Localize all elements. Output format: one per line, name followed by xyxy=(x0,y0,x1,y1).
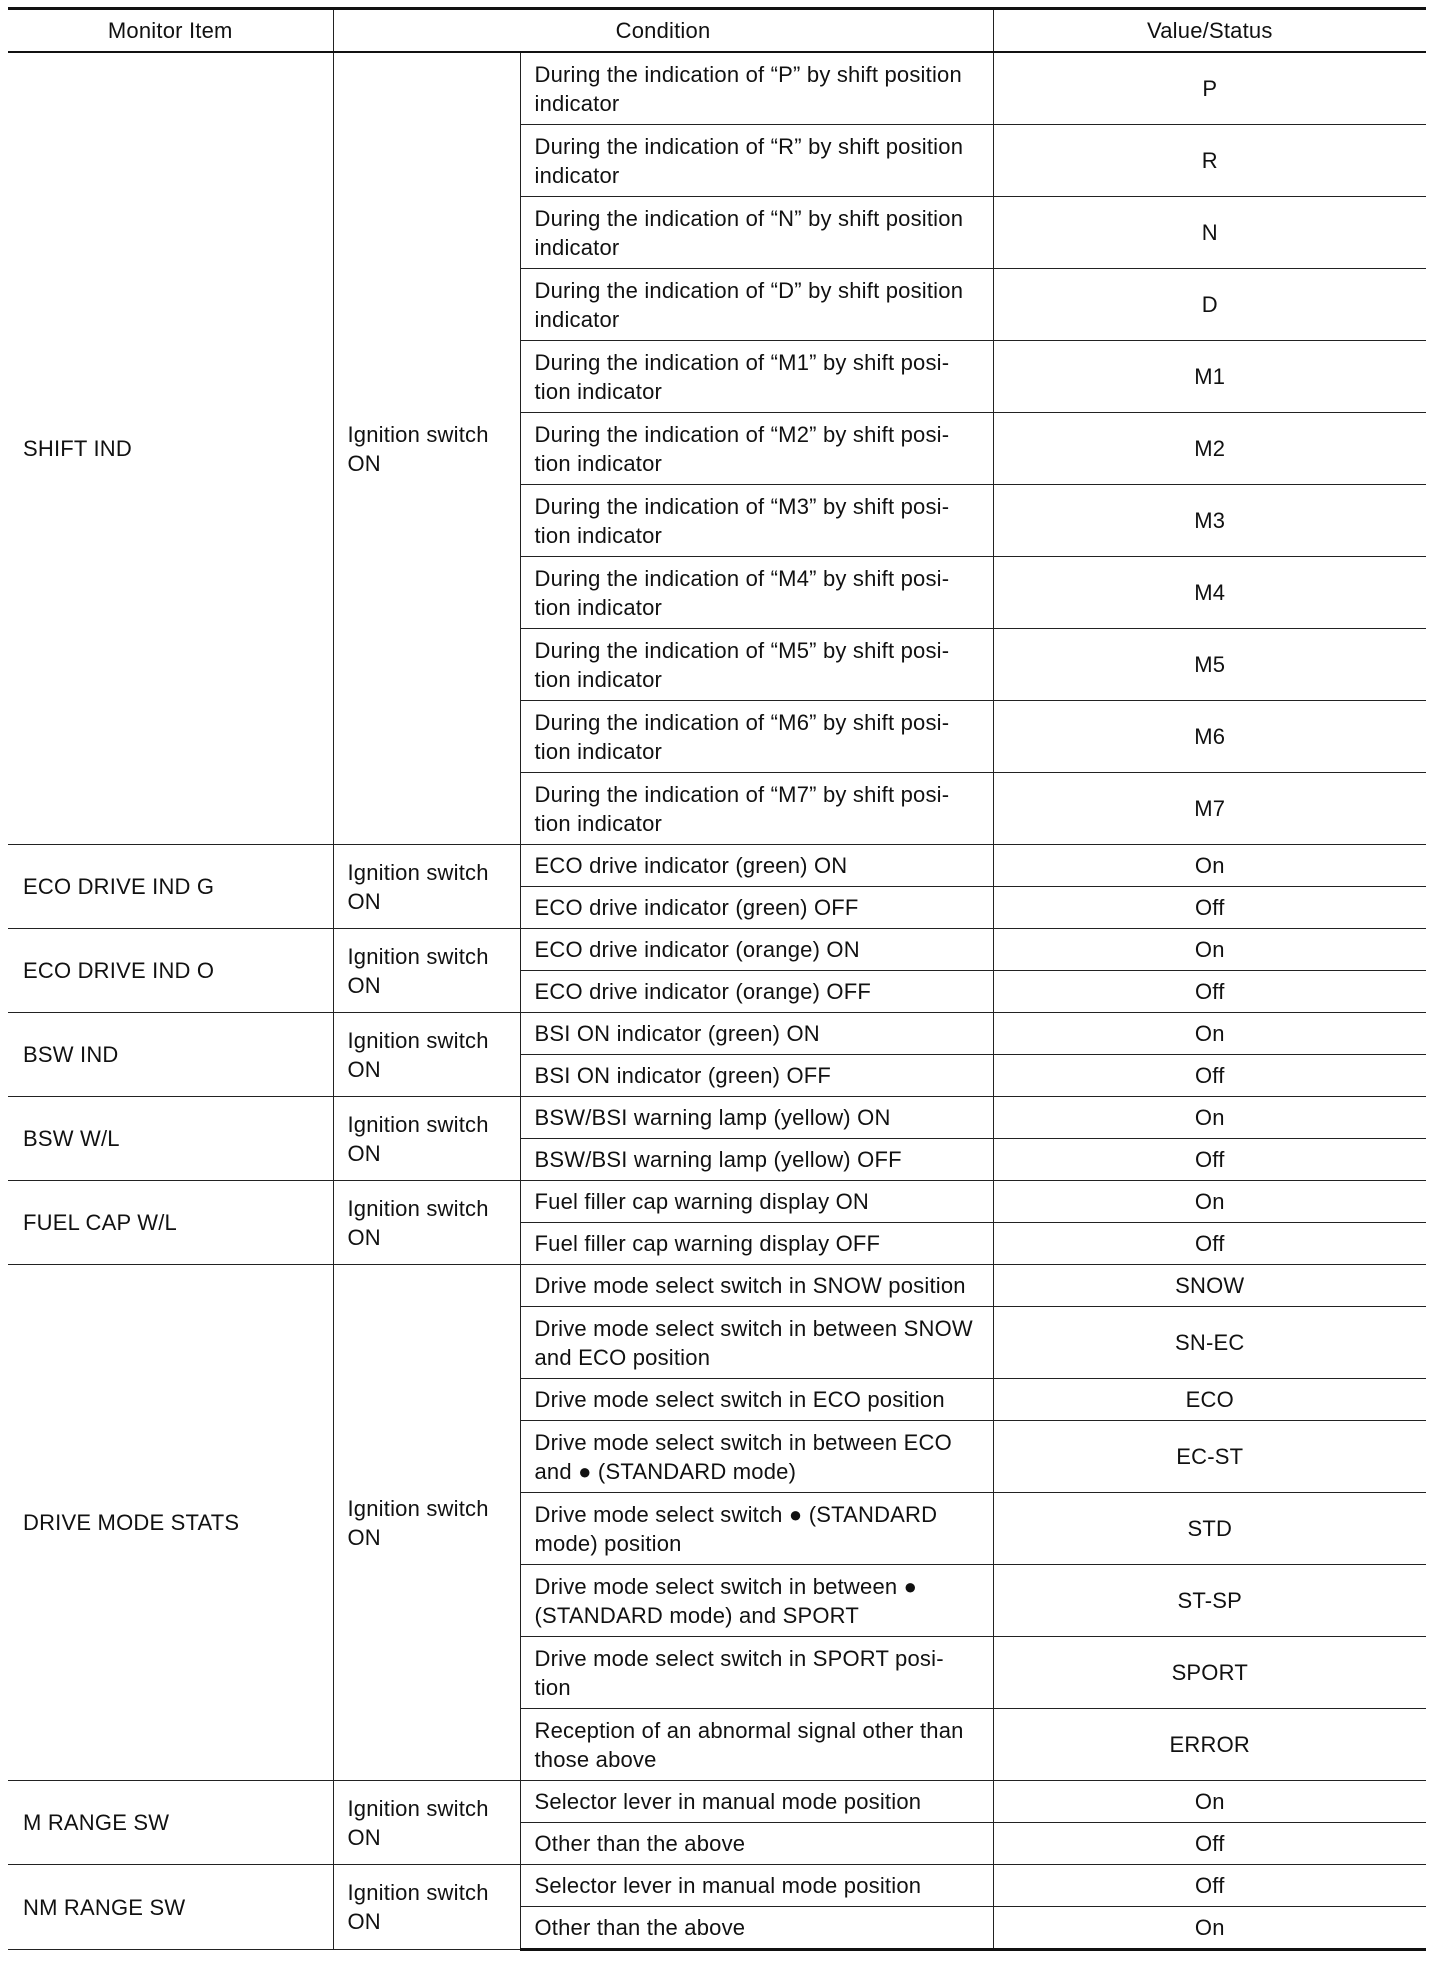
value-status-cell: ST-SP xyxy=(993,1565,1426,1637)
sub-condition-cell: BSW/BSI warning lamp (yellow) OFF xyxy=(520,1139,993,1181)
condition-cell: Ignition switch ON xyxy=(333,929,520,1013)
value-status-cell: Off xyxy=(993,1139,1426,1181)
value-status-cell: On xyxy=(993,1781,1426,1823)
table-row xyxy=(8,1181,1426,1223)
value-status-cell: Off xyxy=(993,971,1426,1013)
sub-condition-cell: During the indication of “M7” by shift posi-tion indicator xyxy=(520,773,993,845)
sub-condition-cell: Fuel filler cap warning display ON xyxy=(520,1181,993,1223)
sub-condition-cell: ECO drive indicator (orange) OFF xyxy=(520,971,993,1013)
sub-condition-cell: Drive mode select switch in between ECO and ● (STANDARD mode) xyxy=(520,1421,993,1493)
sub-condition-cell: ECO drive indicator (green) OFF xyxy=(520,887,993,929)
monitor-item-cell: SHIFT IND xyxy=(8,52,333,845)
value-status-cell: M2 xyxy=(993,413,1426,485)
value-status-cell: On xyxy=(993,1181,1426,1223)
sub-condition-cell: During the indication of “D” by shift position indicator xyxy=(520,269,993,341)
sub-condition-cell: BSI ON indicator (green) OFF xyxy=(520,1055,993,1097)
value-status-cell: SN-EC xyxy=(993,1307,1426,1379)
value-status-cell: M6 xyxy=(993,701,1426,773)
sub-condition-cell: Other than the above xyxy=(520,1907,993,1950)
sub-condition-cell: During the indication of “M2” by shift posi-tion indicator xyxy=(520,413,993,485)
sub-condition-cell: Fuel filler cap warning display OFF xyxy=(520,1223,993,1265)
value-status-cell: On xyxy=(993,845,1426,887)
value-status-cell: M3 xyxy=(993,485,1426,557)
value-status-cell: On xyxy=(993,1907,1426,1950)
sub-condition-cell: Drive mode select switch in SPORT posi-tion xyxy=(520,1637,993,1709)
table-row xyxy=(8,929,1426,971)
condition-cell: Ignition switch ON xyxy=(333,1013,520,1097)
condition-cell: Ignition switch ON xyxy=(333,1097,520,1181)
table-row xyxy=(8,1865,1426,1907)
value-status-cell: M5 xyxy=(993,629,1426,701)
sub-condition-cell: Drive mode select switch in SNOW position xyxy=(520,1265,993,1307)
table-row xyxy=(8,1265,1426,1307)
header-value-status: Value/Status xyxy=(993,9,1426,53)
value-status-cell: Off xyxy=(993,887,1426,929)
value-status-cell: ERROR xyxy=(993,1709,1426,1781)
sub-condition-cell: During the indication of “M5” by shift posi-tion indicator xyxy=(520,629,993,701)
condition-cell: Ignition switch ON xyxy=(333,1181,520,1265)
monitor-item-cell: NM RANGE SW xyxy=(8,1865,333,1950)
condition-cell: Ignition switch ON xyxy=(333,845,520,929)
condition-cell: Ignition switch ON xyxy=(333,1865,520,1950)
monitor-item-cell: ECO DRIVE IND G xyxy=(8,845,333,929)
table-row xyxy=(8,52,1426,125)
value-status-cell: P xyxy=(993,52,1426,125)
header-condition: Condition xyxy=(333,9,993,53)
sub-condition-cell: During the indication of “N” by shift position indicator xyxy=(520,197,993,269)
value-status-cell: M4 xyxy=(993,557,1426,629)
monitor-item-cell: M RANGE SW xyxy=(8,1781,333,1865)
value-status-cell: EC-ST xyxy=(993,1421,1426,1493)
value-status-cell: On xyxy=(993,929,1426,971)
sub-condition-cell: BSW/BSI warning lamp (yellow) ON xyxy=(520,1097,993,1139)
sub-condition-cell: During the indication of “R” by shift position indicator xyxy=(520,125,993,197)
value-status-cell: Off xyxy=(993,1823,1426,1865)
header-monitor-item: Monitor Item xyxy=(8,9,333,53)
monitor-item-cell: FUEL CAP W/L xyxy=(8,1181,333,1265)
sub-condition-cell: Selector lever in manual mode position xyxy=(520,1865,993,1907)
value-status-cell: SPORT xyxy=(993,1637,1426,1709)
monitor-item-cell: DRIVE MODE STATS xyxy=(8,1265,333,1781)
value-status-cell: Off xyxy=(993,1865,1426,1907)
value-status-cell: R xyxy=(993,125,1426,197)
sub-condition-cell: BSI ON indicator (green) ON xyxy=(520,1013,993,1055)
sub-condition-cell: During the indication of “M3” by shift posi-tion indicator xyxy=(520,485,993,557)
monitor-item-table xyxy=(8,7,1426,1951)
table-row xyxy=(8,845,1426,887)
value-status-cell: M7 xyxy=(993,773,1426,845)
sub-condition-cell: During the indication of “M6” by shift posi-tion indicator xyxy=(520,701,993,773)
table-row xyxy=(8,1097,1426,1139)
table-row xyxy=(8,1013,1426,1055)
value-status-cell: ECO xyxy=(993,1379,1426,1421)
value-status-cell: STD xyxy=(993,1493,1426,1565)
condition-cell: Ignition switch ON xyxy=(333,1265,520,1781)
condition-cell: Ignition switch ON xyxy=(333,52,520,845)
value-status-cell: N xyxy=(993,197,1426,269)
value-status-cell: Off xyxy=(993,1055,1426,1097)
condition-cell: Ignition switch ON xyxy=(333,1781,520,1865)
sub-condition-cell: Drive mode select switch in ECO position xyxy=(520,1379,993,1421)
value-status-cell: On xyxy=(993,1097,1426,1139)
monitor-item-cell: BSW IND xyxy=(8,1013,333,1097)
monitor-item-cell: ECO DRIVE IND O xyxy=(8,929,333,1013)
value-status-cell: Off xyxy=(993,1223,1426,1265)
sub-condition-cell: During the indication of “M4” by shift posi-tion indicator xyxy=(520,557,993,629)
sub-condition-cell: During the indication of “M1” by shift posi-tion indicator xyxy=(520,341,993,413)
sub-condition-cell: ECO drive indicator (green) ON xyxy=(520,845,993,887)
monitor-item-cell: BSW W/L xyxy=(8,1097,333,1181)
sub-condition-cell: Drive mode select switch ● (STANDARD mode) position xyxy=(520,1493,993,1565)
value-status-cell: On xyxy=(993,1013,1426,1055)
table-body xyxy=(8,52,1426,1950)
value-status-cell: D xyxy=(993,269,1426,341)
sub-condition-cell: Other than the above xyxy=(520,1823,993,1865)
table-header-row xyxy=(8,9,1426,53)
sub-condition-cell: Drive mode select switch in between ● (STANDARD mode) and SPORT xyxy=(520,1565,993,1637)
sub-condition-cell: Drive mode select switch in between SNOW and ECO position xyxy=(520,1307,993,1379)
table-row xyxy=(8,1781,1426,1823)
sub-condition-cell: Selector lever in manual mode position xyxy=(520,1781,993,1823)
sub-condition-cell: ECO drive indicator (orange) ON xyxy=(520,929,993,971)
sub-condition-cell: Reception of an abnormal signal other than those above xyxy=(520,1709,993,1781)
sub-condition-cell: During the indication of “P” by shift position indicator xyxy=(520,52,993,125)
value-status-cell: SNOW xyxy=(993,1265,1426,1307)
value-status-cell: M1 xyxy=(993,341,1426,413)
